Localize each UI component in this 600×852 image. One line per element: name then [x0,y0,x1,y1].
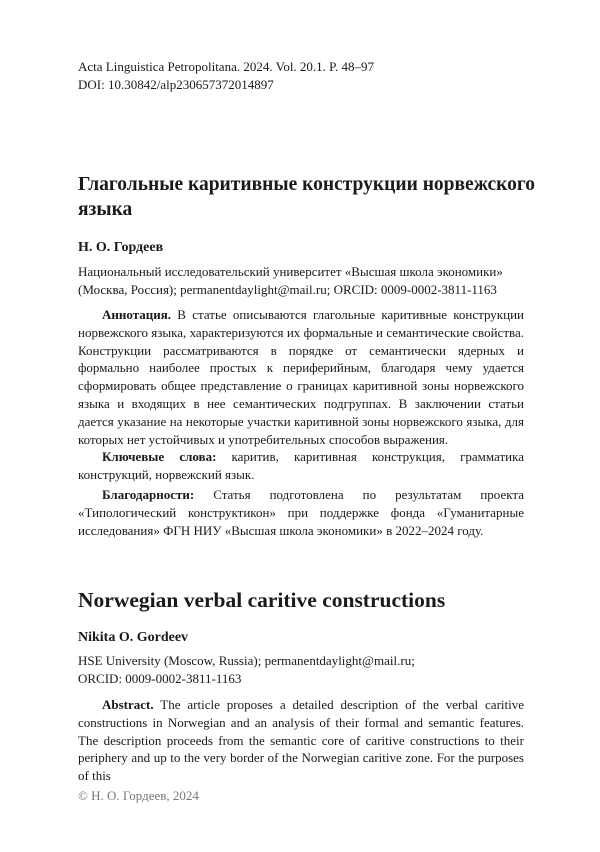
article-title-en: Norwegian verbal caritive constructions [78,586,445,614]
author-name-ru: Н. О. Гордеев [78,240,163,256]
ack-label-ru: Благодарности: [102,487,194,502]
abstract-text-en: The article proposes a detailed description of the verbal caritive constructions in Norwegian and an analysis of their formal and semantic features. The description proceeds from the semantic core of caritive constructions to their periphery and up to the very border of the Norwegian caritive zone. For the purposes of this [78,697,524,783]
author-name-en: Nikita O. Gordeev [78,630,188,646]
ack-text-ru: Статья подготовлена по результатам проекта «Типологический конструктикон» при поддержке фонда «Гуманитарные исследования» ФГН НИУ «Высшая школа экономики» в 2022–2024 году. [78,487,524,538]
journal-header [78,58,374,94]
keywords-ru [78,448,524,484]
acknowledgements-ru [78,486,524,539]
abstract-ru [78,306,524,448]
abstract-label-en: Abstract. [102,697,154,712]
abstract-en [78,696,524,785]
affiliation-ru: Национальный исследовательский университет «Высшая школа экономики» (Москва, Россия); permanentdaylight@mail.ru; ORCID: 0009-0002-3811-1163 [78,263,538,298]
abstract-text-ru: В статье описываются глагольные каритивные конструкции норвежского языка, характеризуются их формальные и семантические свойства. Конструкции рассматриваются в порядке от семантически ядерных и формально наиболее простых к периферийным, благодаря чему удается сформировать общее представление о границах каритивной зоны норвежского языка и входящих в нее семантических подгруппах. В заключении статьи дается указание на некоторые участки каритивной зоны норвежского языка, для которых нет устойчивых и употребительных способов выражения. [78,307,524,447]
abstract-label-ru: Аннотация. [102,307,171,322]
journal-citation: Acta Linguistica Petropolitana. 2024. Vol. 20.1. P. 48–97 [78,58,374,76]
article-title-ru: Глагольные каритивные конструкции норвежского языка [78,172,548,222]
doi[interactable]: DOI: 10.30842/alp230657372014897 [78,76,374,94]
keywords-text-ru: каритив, каритивная конструкция, грамматика конструкций, норвежский язык. [78,449,524,482]
article-page [0,0,600,852]
copyright-footer: © Н. О. Гордеев, 2024 [78,788,199,804]
affiliation-en [78,652,538,687]
orcid-en: ORCID: 0009-0002-3811-1163 [78,670,538,688]
affiliation-en-line1: HSE University (Moscow, Russia); permanentdaylight@mail.ru; [78,652,538,670]
keywords-label-ru: Ключевые слова: [102,449,216,464]
